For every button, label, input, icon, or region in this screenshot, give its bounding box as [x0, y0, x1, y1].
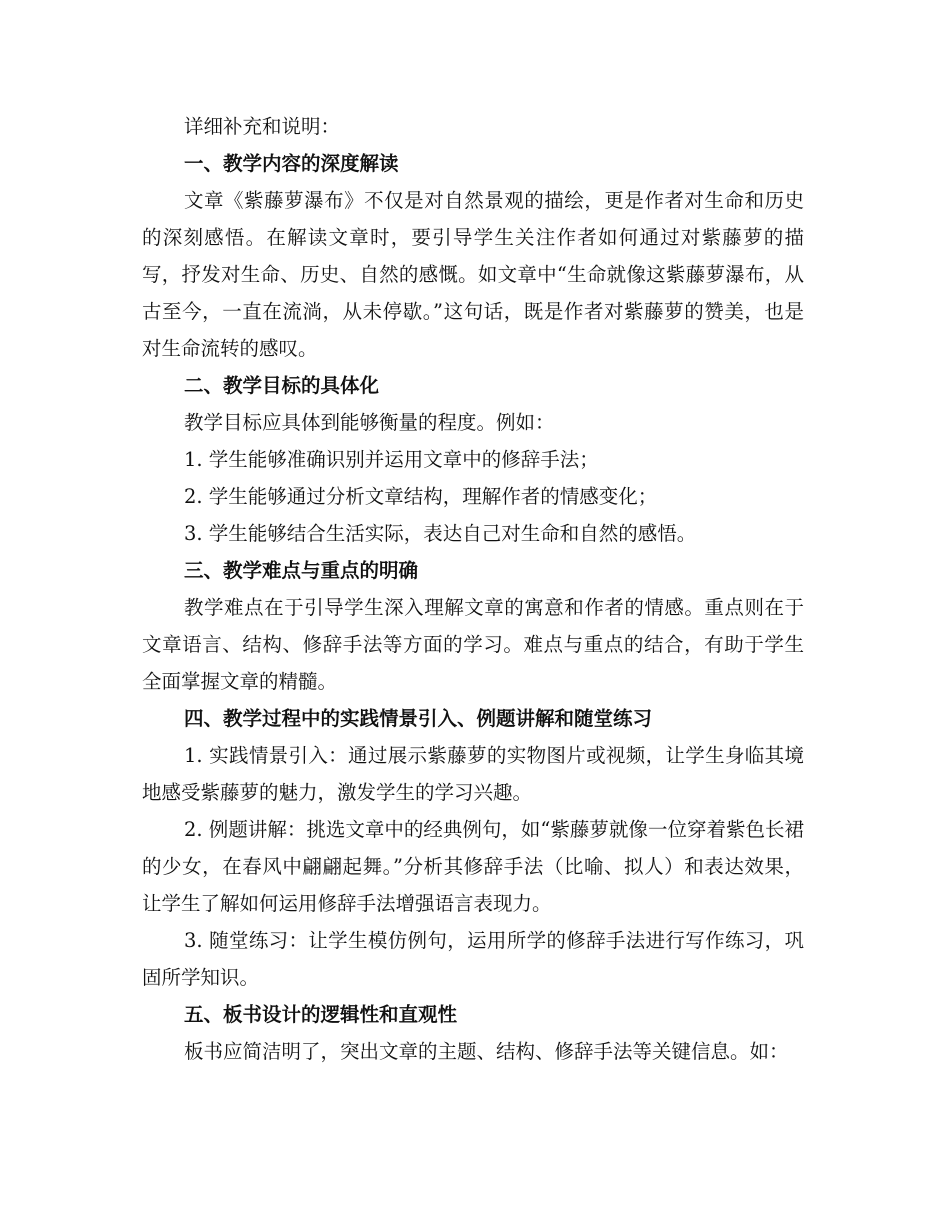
document-body: [142, 108, 804, 1070]
section-2-heading: 二、教学目标的具体化: [184, 374, 380, 397]
section-1-heading: 一、教学内容的深度解读: [184, 152, 399, 175]
section-5-paragraph: 板书应简洁明了，突出文章的主题、结构、修辞手法等关键信息。如：: [184, 1040, 789, 1063]
section-2-item-3: 3. 学生能够结合生活实际，表达自己对生命和自然的感悟。: [184, 522, 697, 545]
section-1-paragraph: 文章《紫藤萝瀑布》不仅是对自然景观的描绘，更是作者对生命和历史的深刻感悟。在解读文章时，要引导学生关注作者如何通过对紫藤萝的描写，抒发对生命、历史、自然的感慨。如文章中“生命就像这紫藤萝瀑布，从古至今，一直在流淌，从未停歇。”这句话，既是作者对紫藤萝的赞美，也是对生命流转的感叹。: [142, 189, 804, 360]
section-3-heading: 三、教学难点与重点的明确: [184, 559, 419, 582]
section-4-heading: 四、教学过程中的实践情景引入、例题讲解和随堂练习: [184, 707, 653, 730]
section-5-heading: 五、板书设计的逻辑性和直观性: [184, 1003, 458, 1026]
section-2-item-2: 2. 学生能够通过分析文章结构，理解作者的情感变化；: [184, 485, 658, 508]
section-4-item-2: 2. 例题讲解：挑选文章中的经典例句，如“紫藤萝就像一位穿着紫色长裙的少女，在春风中翩翩起舞。”分析其修辞手法（比喻、拟人）和表达效果，让学生了解如何运用修辞手法增强语言表现力。: [142, 818, 804, 915]
section-4-item-3: 3. 随堂练习：让学生模仿例句，运用所学的修辞手法进行写作练习，巩固所学知识。: [142, 929, 804, 989]
section-2-paragraph: 教学目标应具体到能够衡量的程度。例如：: [184, 411, 555, 434]
section-3-paragraph: 教学难点在于引导学生深入理解文章的寓意和作者的情感。重点则在于文章语言、结构、修辞手法等方面的学习。难点与重点的结合，有助于学生全面掌握文章的精髓。: [142, 596, 804, 693]
section-4-item-1: 1. 实践情景引入：通过展示紫藤萝的实物图片或视频，让学生身临其境地感受紫藤萝的魅力，激发学生的学习兴趣。: [142, 744, 804, 804]
intro-line: 详细补充和说明：: [184, 115, 341, 138]
section-2-item-1: 1. 学生能够准确识别并运用文章中的修辞手法；: [184, 448, 599, 471]
